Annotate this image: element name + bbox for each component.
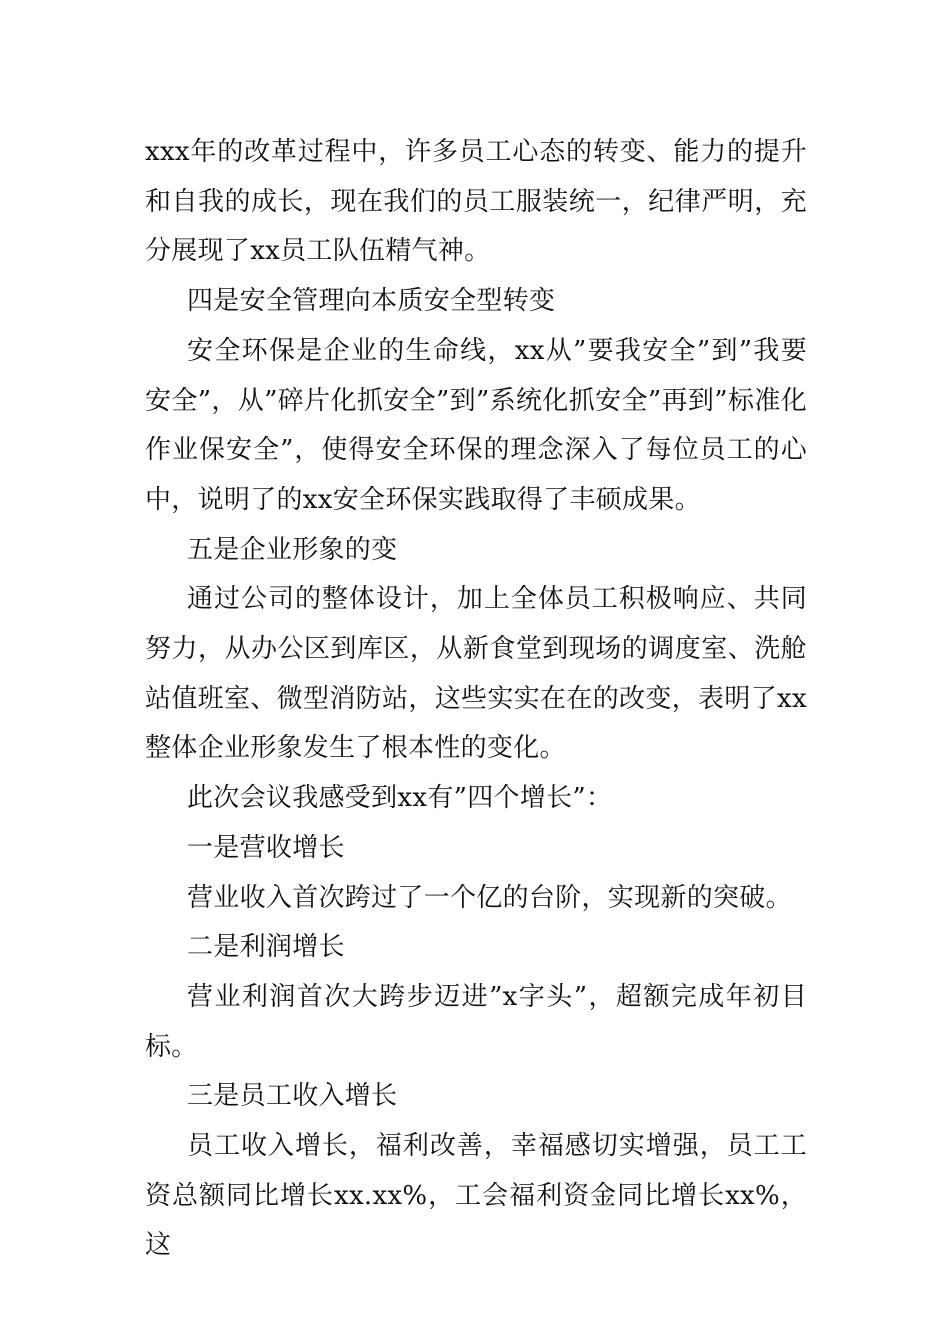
heading-profit-growth: 二是利润增长 (187, 932, 345, 963)
paragraph-profit-growth: 营业利润首次大跨步迈进”x字头”，超额完成年初目标。 (145, 981, 807, 1062)
heading-employee-income-growth: 三是员工收入增长 (187, 1081, 398, 1112)
paragraph-safety-environment: 安全环保是企业的生命线，xx从”要我安全”到”我要安全”，从”碎片化抓安全”到”系统化抓安全”再到”标准化作业保安全”，使得安全环保的理念深入了每位员工的心中，说明了的xx安全环保实践取得了丰硕成果。 (145, 335, 807, 515)
paragraph-employee-income-growth: 员工收入增长，福利改善，幸福感切实增强，员工工资总额同比增长xx.xx%，工会福利资金同比增长xx%，这 (145, 1131, 807, 1261)
heading-revenue-growth: 一是营收增长 (187, 832, 345, 863)
heading-corporate-image: 五是企业形象的变 (187, 534, 398, 565)
paragraph-corporate-image: 通过公司的整体设计，加上全体员工积极响应、共同努力，从办公区到库区，从新食堂到现场的调度室、洗舱站值班室、微型消防站，这些实实在在的改变，表明了xx整体企业形象发生了根本性的变化。 (145, 584, 807, 764)
document-body (145, 128, 807, 1271)
paragraph-four-growths-intro: 此次会议我感受到xx有”四个增长”： (187, 783, 613, 814)
heading-safety-management: 四是安全管理向本质安全型转变 (187, 286, 556, 317)
paragraph-reform-progress: xxx年的改革过程中，许多员工心态的转变、能力的提升和自我的成长，现在我们的员工服装统一，纪律严明，充分展现了xx员工队伍精气神。 (145, 137, 807, 267)
paragraph-revenue-growth: 营业收入首次跨过了一个亿的台阶，实现新的突破。 (187, 882, 792, 913)
